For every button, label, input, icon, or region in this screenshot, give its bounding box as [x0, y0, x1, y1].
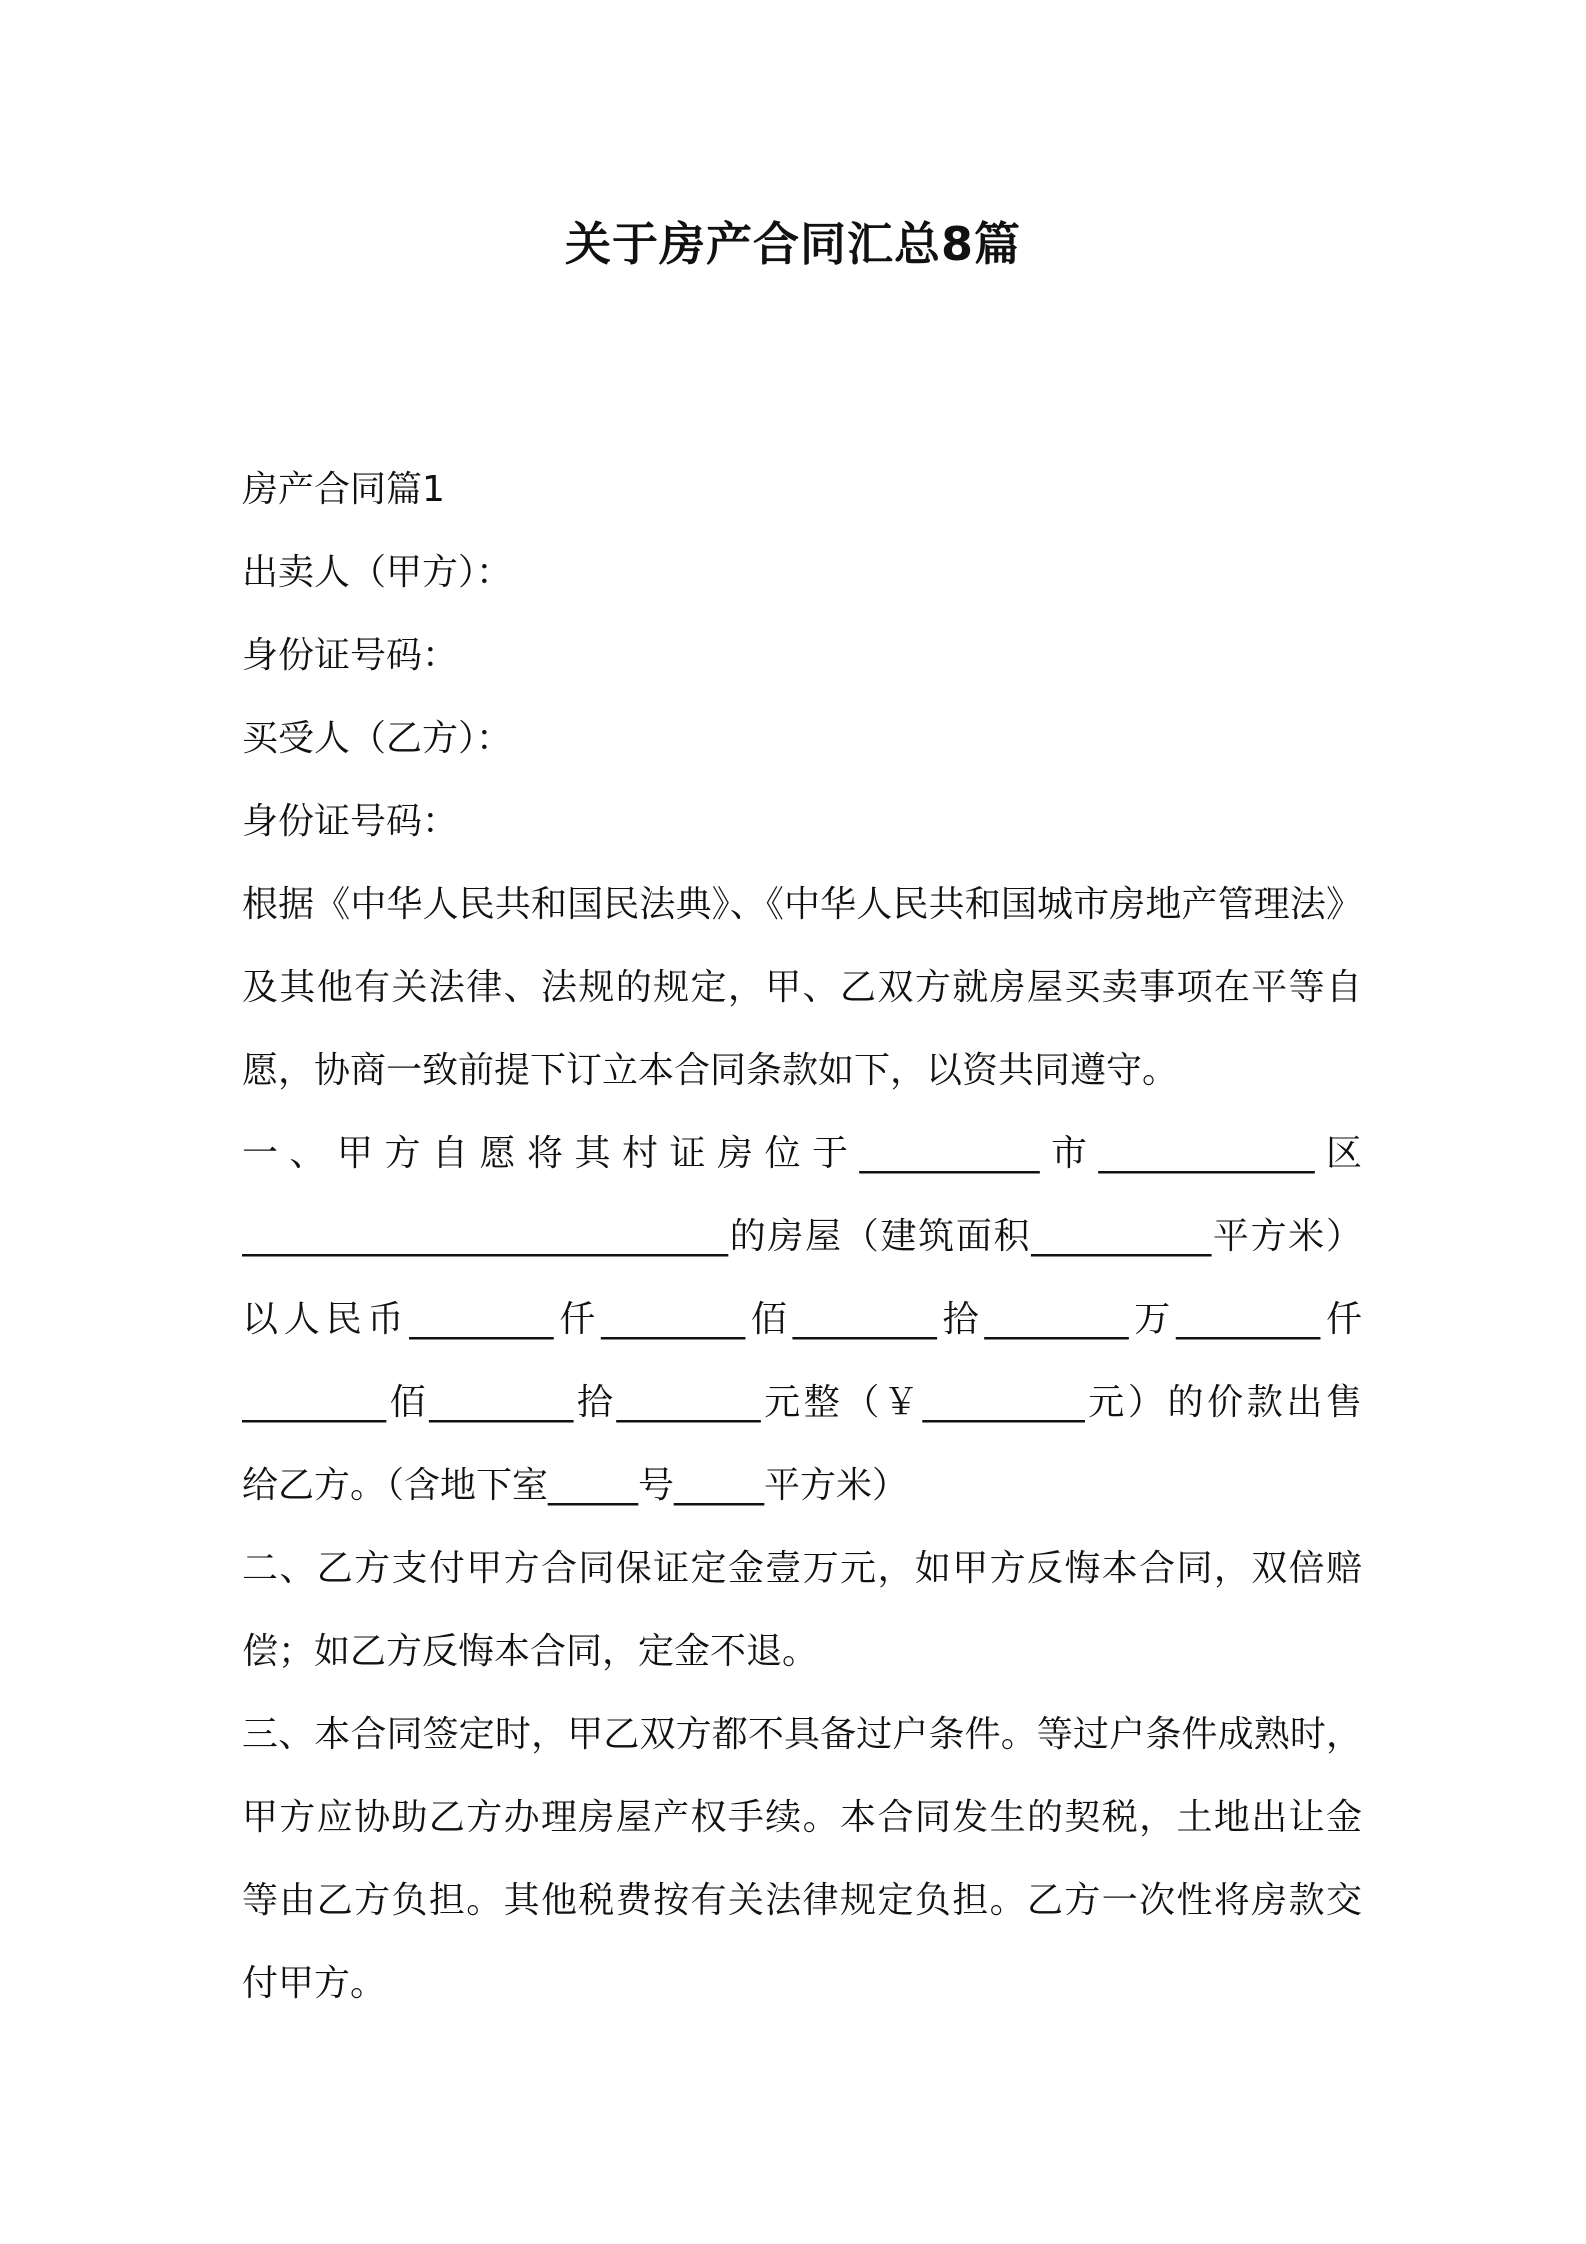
paragraph-line: ___________________________的房屋（建筑面积__________平方米） [242, 1216, 1362, 1257]
buyer-label: 买受人（乙方）： [242, 718, 513, 759]
paragraph-line: 三、本合同签定时，甲乙双方都不具备过户条件。等过户条件成熟时， [242, 1714, 1362, 1755]
paragraph-line: 甲方应协助乙方办理房屋产权手续。本合同发生的契税，土地出让金 [242, 1797, 1362, 1838]
paragraph-line: 等由乙方负担。其他税费按有关法律规定负担。乙方一次性将房款交 [242, 1880, 1362, 1921]
section-heading: 房产合同篇1 [242, 469, 445, 510]
seller-id-label: 身份证号码： [242, 635, 459, 676]
paragraph-line: 二、乙方支付甲方合同保证定金壹万元，如甲方反悔本合同，双倍赔 [242, 1548, 1362, 1589]
document-body [242, 448, 1362, 2025]
paragraph-line: 付甲方。 [242, 1963, 387, 2004]
paragraph-line: ________佰________拾________元整（￥_________元）的价款出售 [242, 1382, 1362, 1423]
seller-label: 出卖人（甲方）： [242, 552, 513, 593]
paragraph-line: 根据《中华人民共和国民法典》、《中华人民共和国城市房地产管理法》 [242, 884, 1362, 925]
paragraph-line: 偿；如乙方反悔本合同，定金不退。 [242, 1631, 819, 1672]
buyer-id-label: 身份证号码： [242, 801, 459, 842]
paragraph-line: 以人民币________仟________佰________拾________万________仟 [242, 1299, 1362, 1340]
paragraph-line: 愿，协商一致前提下订立本合同条款如下，以资共同遵守。 [242, 1050, 1179, 1091]
document-title: 关于房产合同汇总8篇 [564, 217, 1021, 271]
paragraph-line: 给乙方。（含地下室_____号_____平方米） [242, 1465, 909, 1506]
paragraph-line: 一、甲方自愿将其村证房位于__________市____________区 [242, 1133, 1362, 1174]
paragraph-line: 及其他有关法律、法规的规定，甲、乙双方就房屋买卖事项在平等自 [242, 967, 1362, 1008]
